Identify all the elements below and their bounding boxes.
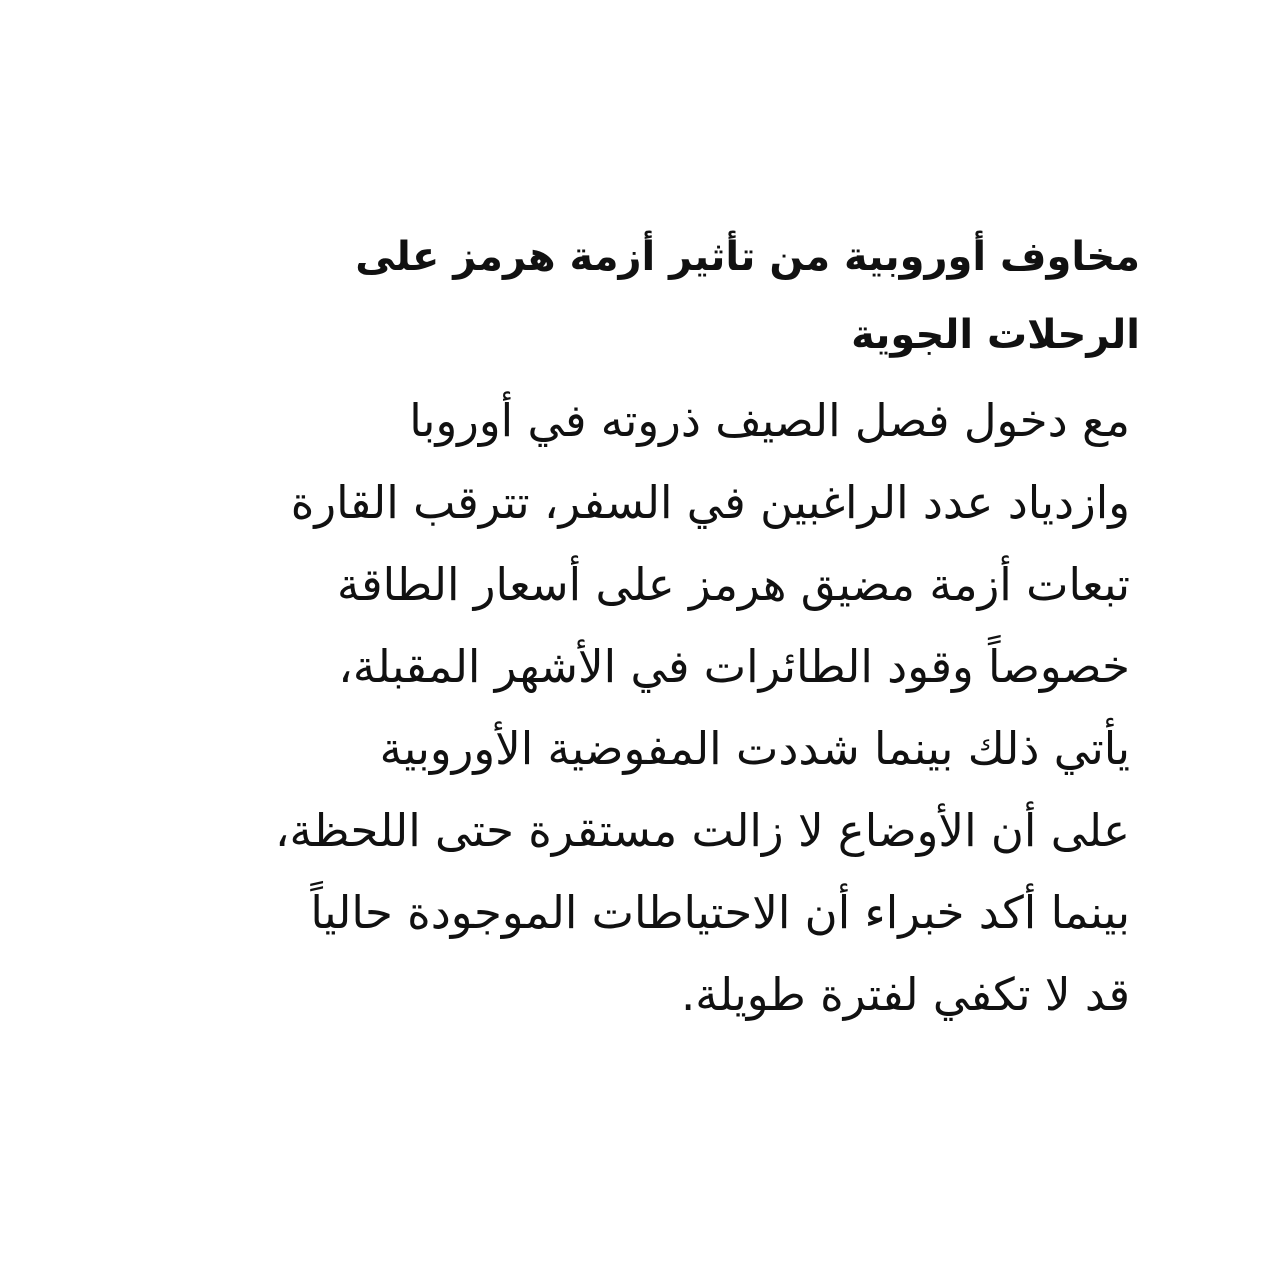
body-line: تبعات أزمة مضيق هرمز على أسعار الطاقة	[337, 558, 1130, 611]
body-line: على أن الأوضاع لا زالت مستقرة حتى اللحظة،	[274, 804, 1130, 857]
body-line: وازدياد عدد الراغبين في السفر، تترقب القارة	[290, 476, 1130, 529]
headline-line: الرحلات الجوية	[851, 312, 1140, 358]
body-line: خصوصاً وقود الطائرات في الأشهر المقبلة،	[338, 640, 1130, 693]
article-headline	[260, 218, 1140, 374]
body-line: قد لا تكفي لفترة طويلة.	[680, 968, 1130, 1021]
body-line: بينما أكد خبراء أن الاحتياطات الموجودة حالياً	[310, 886, 1130, 939]
headline-line: مخاوف أوروبية من تأثير أزمة هرمز على	[355, 234, 1140, 280]
article-body	[130, 380, 1130, 1036]
body-line: مع دخول فصل الصيف ذروته في أوروبا	[409, 394, 1130, 447]
body-line: يأتي ذلك بينما شددت المفوضية الأوروبية	[379, 722, 1130, 775]
